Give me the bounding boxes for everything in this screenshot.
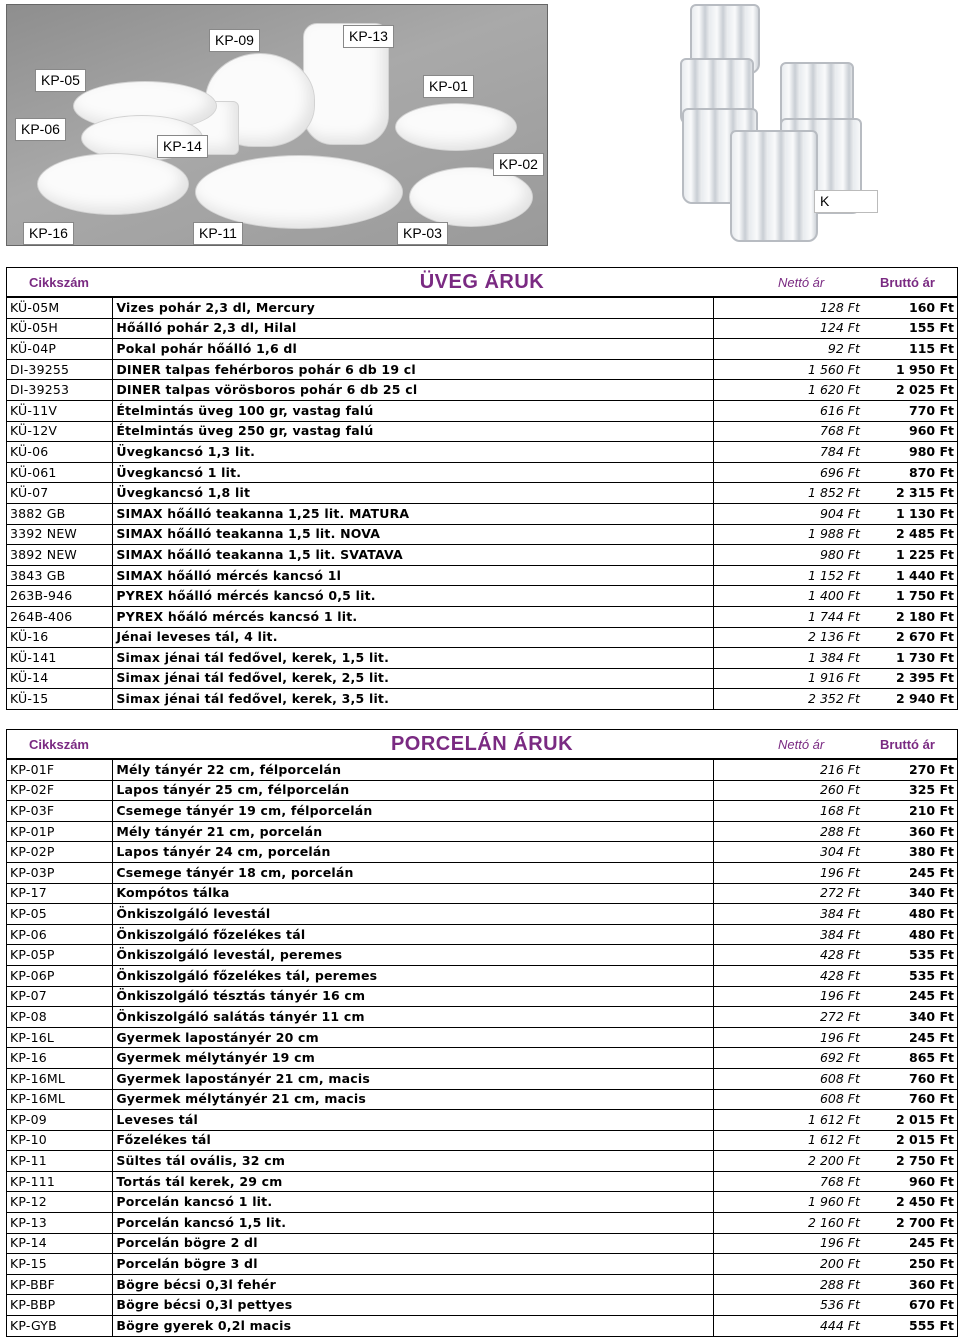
gross-price-cell: 870 Ft — [863, 462, 958, 483]
photo-label-kp11: KP-11 — [193, 222, 243, 245]
table-row — [7, 359, 958, 380]
product-name-cell: Gyermek mélytányér 19 cm — [113, 1048, 713, 1069]
item-code-cell: KP-12 — [7, 1192, 113, 1213]
product-name-cell: Gyermek mélytányér 21 cm, macis — [113, 1089, 713, 1110]
table-row — [7, 904, 958, 925]
item-code-cell: DI-39255 — [7, 359, 113, 380]
item-code-cell: KÜ-12V — [7, 421, 113, 442]
net-price-cell: 608 Ft — [713, 1068, 863, 1089]
table-row — [7, 586, 958, 607]
net-price-cell: 1 916 Ft — [713, 668, 863, 689]
gross-price-cell: 1 225 Ft — [863, 545, 958, 566]
product-name-cell: Porcelán kancsó 1 lit. — [113, 1192, 713, 1213]
gross-price-cell: 245 Ft — [863, 986, 958, 1007]
table-row — [7, 842, 958, 863]
net-price-cell: 444 Ft — [713, 1316, 863, 1337]
net-price-cell: 196 Ft — [713, 986, 863, 1007]
gross-price-cell: 2 450 Ft — [863, 1192, 958, 1213]
item-code-cell: KP-01P — [7, 821, 113, 842]
net-price-cell: 1 152 Ft — [713, 565, 863, 586]
net-price-cell: 1 612 Ft — [713, 1130, 863, 1151]
table-row — [7, 1007, 958, 1028]
gross-price-cell: 270 Ft — [863, 760, 958, 781]
product-name-cell: Önkiszolgáló főzelékes tál — [113, 924, 713, 945]
table-row — [7, 545, 958, 566]
dessert-plate-shape — [409, 167, 533, 227]
gross-price-cell: 1 750 Ft — [863, 586, 958, 607]
item-code-cell: DI-39253 — [7, 380, 113, 401]
net-price-cell: 196 Ft — [713, 1233, 863, 1254]
gross-price-cell: 960 Ft — [863, 421, 958, 442]
glass-section-header — [6, 267, 958, 297]
gross-price-cell: 760 Ft — [863, 1068, 958, 1089]
net-price-cell: 272 Ft — [713, 883, 863, 904]
table-row — [7, 801, 958, 822]
item-code-cell: KP-17 — [7, 883, 113, 904]
table-row — [7, 862, 958, 883]
table-row — [7, 606, 958, 627]
item-code-cell: KÜ-05H — [7, 318, 113, 339]
product-name-cell: Bögre bécsi 0,3l fehér — [113, 1274, 713, 1295]
net-price-cell: 1 960 Ft — [713, 1192, 863, 1213]
product-name-cell: Bögre gyerek 0,2l macis — [113, 1316, 713, 1337]
table-row — [7, 1151, 958, 1172]
net-price-cell: 2 200 Ft — [713, 1151, 863, 1172]
product-name-cell: Üvegkancsó 1 lit. — [113, 462, 713, 483]
photo-label-kp01: KP-01 — [423, 75, 474, 98]
product-name-cell: Csemege tányér 18 cm, porcelán — [113, 862, 713, 883]
table-row — [7, 689, 958, 710]
net-price-cell: 536 Ft — [713, 1295, 863, 1316]
net-price-cell: 696 Ft — [713, 462, 863, 483]
item-code-cell: KP-14 — [7, 1233, 113, 1254]
gross-price-cell: 245 Ft — [863, 1027, 958, 1048]
porcelain-section-title: PORCELÁN ÁRUK — [390, 733, 574, 755]
item-code-cell: KÜ-061 — [7, 462, 113, 483]
gross-price-cell: 535 Ft — [863, 965, 958, 986]
gross-price-cell: 2 180 Ft — [863, 606, 958, 627]
item-code-cell: KP-BBF — [7, 1274, 113, 1295]
net-price-cell: 1 560 Ft — [713, 359, 863, 380]
net-price-cell: 784 Ft — [713, 442, 863, 463]
item-code-cell: KÜ-16 — [7, 627, 113, 648]
product-name-cell: Önkiszolgáló főzelékes tál, peremes — [113, 965, 713, 986]
net-price-cell: 200 Ft — [713, 1254, 863, 1275]
item-code-cell: KP-05P — [7, 945, 113, 966]
net-price-cell: 904 Ft — [713, 503, 863, 524]
net-price-cell: 124 Ft — [713, 318, 863, 339]
small-plate-shape — [37, 153, 189, 215]
table-row — [7, 1295, 958, 1316]
item-code-cell: KP-07 — [7, 986, 113, 1007]
oval-platter-shape — [195, 155, 403, 229]
product-name-cell: Önkiszolgáló levestál, peremes — [113, 945, 713, 966]
gross-price-cell: 1 730 Ft — [863, 648, 958, 669]
item-code-cell: KP-03F — [7, 801, 113, 822]
net-price-cell: 428 Ft — [713, 965, 863, 986]
table-row — [7, 1089, 958, 1110]
table-row — [7, 1254, 958, 1275]
table-row — [7, 965, 958, 986]
gross-price-cell: 760 Ft — [863, 1089, 958, 1110]
gross-price-cell: 360 Ft — [863, 821, 958, 842]
net-price-cell: 2 136 Ft — [713, 627, 863, 648]
item-code-cell: KÜ-14 — [7, 668, 113, 689]
item-code-cell: KP-09 — [7, 1110, 113, 1131]
item-code-cell: KP-13 — [7, 1213, 113, 1234]
gross-price-cell: 155 Ft — [863, 318, 958, 339]
gross-price-cell: 980 Ft — [863, 442, 958, 463]
product-name-cell: Gyermek lapostányér 21 cm, macis — [113, 1068, 713, 1089]
photo-label-kp14: KP-14 — [157, 135, 208, 158]
gross-price-cell: 245 Ft — [863, 1233, 958, 1254]
item-code-cell: 3843 GB — [7, 565, 113, 586]
item-code-cell: KP-06P — [7, 965, 113, 986]
gross-price-cell: 555 Ft — [863, 1316, 958, 1337]
gross-price-cell: 2 015 Ft — [863, 1110, 958, 1131]
product-name-cell: Leveses tál — [113, 1110, 713, 1131]
product-name-cell: Simax jénai tál fedővel, kerek, 1,5 lit. — [113, 648, 713, 669]
net-price-cell: 128 Ft — [713, 298, 863, 319]
table-row — [7, 421, 958, 442]
product-name-cell: Hőálló pohár 2,3 dl, Hilal — [113, 318, 713, 339]
net-price-cell: 260 Ft — [713, 780, 863, 801]
table-row — [7, 1110, 958, 1131]
gross-price-cell: 2 485 Ft — [863, 524, 958, 545]
table-row — [7, 318, 958, 339]
porcelain-product-photo — [6, 4, 548, 246]
product-name-cell: Mély tányér 21 cm, porcelán — [113, 821, 713, 842]
table-row — [7, 442, 958, 463]
net-price-cell: 428 Ft — [713, 945, 863, 966]
product-name-cell: Önkiszolgáló levestál — [113, 904, 713, 925]
net-price-cell: 304 Ft — [713, 842, 863, 863]
item-code-cell: KÜ-15 — [7, 689, 113, 710]
item-code-cell: 264B-406 — [7, 606, 113, 627]
table-row — [7, 1316, 958, 1337]
item-code-cell: KP-02F — [7, 780, 113, 801]
glassware-product-photo — [668, 0, 960, 248]
net-price-cell: 272 Ft — [713, 1007, 863, 1028]
product-name-cell: Simax jénai tál fedővel, kerek, 3,5 lit. — [113, 689, 713, 710]
table-row — [7, 780, 958, 801]
product-name-cell: Tortás tál kerek, 29 cm — [113, 1171, 713, 1192]
header-gross-price: Bruttó ár — [880, 275, 935, 290]
net-price-cell: 1 852 Ft — [713, 483, 863, 504]
item-code-cell: KÜ-07 — [7, 483, 113, 504]
item-code-cell: 3892 NEW — [7, 545, 113, 566]
photo-label-kp02: KP-02 — [493, 153, 544, 176]
item-code-cell: KP-GYB — [7, 1316, 113, 1337]
product-name-cell: Bögre bécsi 0,3l pettyes — [113, 1295, 713, 1316]
table-row — [7, 1233, 958, 1254]
net-price-cell: 980 Ft — [713, 545, 863, 566]
net-price-cell: 768 Ft — [713, 1171, 863, 1192]
product-name-cell: Vizes pohár 2,3 dl, Mercury — [113, 298, 713, 319]
net-price-cell: 196 Ft — [713, 862, 863, 883]
gross-price-cell: 2 700 Ft — [863, 1213, 958, 1234]
net-price-cell: 608 Ft — [713, 1089, 863, 1110]
item-code-cell: KÜ-04P — [7, 339, 113, 360]
product-name-cell: Önkiszolgáló tésztás tányér 16 cm — [113, 986, 713, 1007]
product-name-cell: Főzelékes tál — [113, 1130, 713, 1151]
gross-price-cell: 2 395 Ft — [863, 668, 958, 689]
header-gross-price: Bruttó ár — [880, 737, 935, 752]
net-price-cell: 1 620 Ft — [713, 380, 863, 401]
item-code-cell: KP-11 — [7, 1151, 113, 1172]
item-code-cell: KP-03P — [7, 862, 113, 883]
product-name-cell: Üvegkancsó 1,8 lit — [113, 483, 713, 504]
table-row — [7, 627, 958, 648]
gross-price-cell: 535 Ft — [863, 945, 958, 966]
item-code-cell: KP-06 — [7, 924, 113, 945]
product-name-cell: Porcelán bögre 2 dl — [113, 1233, 713, 1254]
product-name-cell: SIMAX hőálló teakanna 1,5 lit. SVATAVA — [113, 545, 713, 566]
table-row — [7, 298, 958, 319]
net-price-cell: 92 Ft — [713, 339, 863, 360]
product-name-cell: Porcelán bögre 3 dl — [113, 1254, 713, 1275]
porcelain-price-table — [6, 759, 958, 1337]
gross-price-cell: 160 Ft — [863, 298, 958, 319]
product-name-cell: Sültes tál ovális, 32 cm — [113, 1151, 713, 1172]
net-price-cell: 1 612 Ft — [713, 1110, 863, 1131]
net-price-cell: 384 Ft — [713, 924, 863, 945]
product-name-cell: Mély tányér 22 cm, félporcelán — [113, 760, 713, 781]
net-price-cell: 1 384 Ft — [713, 648, 863, 669]
table-row — [7, 986, 958, 1007]
net-price-cell: 2 160 Ft — [713, 1213, 863, 1234]
photo-label-kp06: KP-06 — [15, 118, 66, 141]
product-name-cell: DINER talpas fehérboros pohár 6 db 19 cl — [113, 359, 713, 380]
gross-price-cell: 1 440 Ft — [863, 565, 958, 586]
product-name-cell: SIMAX hőálló teakanna 1,5 lit. NOVA — [113, 524, 713, 545]
gross-price-cell: 2 670 Ft — [863, 627, 958, 648]
product-name-cell: SIMAX hőálló teakanna 1,25 lit. MATURA — [113, 503, 713, 524]
gross-price-cell: 2 315 Ft — [863, 483, 958, 504]
gross-price-cell: 770 Ft — [863, 400, 958, 421]
table-row — [7, 668, 958, 689]
product-name-cell: Jénai leveses tál, 4 lit. — [113, 627, 713, 648]
gross-price-cell: 960 Ft — [863, 1171, 958, 1192]
item-code-cell: 3392 NEW — [7, 524, 113, 545]
product-name-cell: Gyermek lapostányér 20 cm — [113, 1027, 713, 1048]
net-price-cell: 2 352 Ft — [713, 689, 863, 710]
gross-price-cell: 250 Ft — [863, 1254, 958, 1275]
product-name-cell: Porcelán kancsó 1,5 lit. — [113, 1213, 713, 1234]
gross-price-cell: 2 940 Ft — [863, 689, 958, 710]
item-code-cell: KP-15 — [7, 1254, 113, 1275]
header-item-code: Cikkszám — [29, 737, 89, 752]
gross-price-cell: 2 015 Ft — [863, 1130, 958, 1151]
table-row — [7, 462, 958, 483]
item-code-cell: 3882 GB — [7, 503, 113, 524]
item-code-cell: KÜ-06 — [7, 442, 113, 463]
gross-price-cell: 2 025 Ft — [863, 380, 958, 401]
glass-products-section — [6, 267, 958, 710]
gross-price-cell: 865 Ft — [863, 1048, 958, 1069]
product-name-cell: Ételmintás üveg 250 gr, vastag falú — [113, 421, 713, 442]
item-code-cell: KP-05 — [7, 904, 113, 925]
gross-price-cell: 245 Ft — [863, 862, 958, 883]
table-row — [7, 483, 958, 504]
net-price-cell: 384 Ft — [713, 904, 863, 925]
product-name-cell: Csemege tányér 19 cm, félporcelán — [113, 801, 713, 822]
product-name-cell: PYREX hőálló mércés kancsó 0,5 lit. — [113, 586, 713, 607]
gross-price-cell: 360 Ft — [863, 1274, 958, 1295]
item-code-cell: KP-16ML — [7, 1089, 113, 1110]
item-code-cell: KÜ-05M — [7, 298, 113, 319]
gross-price-cell: 480 Ft — [863, 924, 958, 945]
gross-price-cell: 1 950 Ft — [863, 359, 958, 380]
product-name-cell: PYREX hőáló mércés kancsó 1 lit. — [113, 606, 713, 627]
product-name-cell: Ételmintás üveg 100 gr, vastag falú — [113, 400, 713, 421]
glass-section-title: ÜVEG ÁRUK — [419, 271, 545, 293]
product-name-cell: Önkiszolgáló salátás tányér 11 cm — [113, 1007, 713, 1028]
gross-price-cell: 340 Ft — [863, 883, 958, 904]
net-price-cell: 1 400 Ft — [713, 586, 863, 607]
item-code-cell: KP-08 — [7, 1007, 113, 1028]
net-price-cell: 168 Ft — [713, 801, 863, 822]
product-name-cell: Lapos tányér 24 cm, porcelán — [113, 842, 713, 863]
table-row — [7, 1192, 958, 1213]
item-code-cell: KÜ-11V — [7, 400, 113, 421]
table-row — [7, 1171, 958, 1192]
table-row — [7, 524, 958, 545]
table-row — [7, 565, 958, 586]
product-name-cell: Pokal pohár hőálló 1,6 dl — [113, 339, 713, 360]
table-row — [7, 648, 958, 669]
photo-label-kp05: KP-05 — [35, 69, 86, 92]
photo-label-kp16: KP-16 — [23, 222, 74, 245]
net-price-cell: 196 Ft — [713, 1027, 863, 1048]
table-row — [7, 1213, 958, 1234]
net-price-cell: 288 Ft — [713, 1274, 863, 1295]
gross-price-cell: 2 750 Ft — [863, 1151, 958, 1172]
table-row — [7, 945, 958, 966]
glass-shape — [730, 130, 818, 242]
product-name-cell: Üvegkancsó 1,3 lit. — [113, 442, 713, 463]
porcelain-section-header — [6, 729, 958, 759]
photo-label-kp03: KP-03 — [397, 222, 448, 245]
table-row — [7, 1068, 958, 1089]
photo-label-kp13: KP-13 — [343, 25, 394, 48]
table-row — [7, 821, 958, 842]
gross-price-cell: 325 Ft — [863, 780, 958, 801]
table-row — [7, 380, 958, 401]
net-price-cell: 692 Ft — [713, 1048, 863, 1069]
product-name-cell: Simax jénai tál fedővel, kerek, 2,5 lit. — [113, 668, 713, 689]
net-price-cell: 216 Ft — [713, 760, 863, 781]
item-code-cell: KÜ-141 — [7, 648, 113, 669]
table-row — [7, 1048, 958, 1069]
header-net-price: Nettó ár — [778, 737, 825, 752]
table-row — [7, 883, 958, 904]
porcelain-products-section — [6, 729, 958, 1337]
item-code-cell: KP-02P — [7, 842, 113, 863]
header-item-code: Cikkszám — [29, 275, 89, 290]
item-code-cell: KP-16ML — [7, 1068, 113, 1089]
photo-label-k: K — [814, 190, 878, 213]
net-price-cell: 288 Ft — [713, 821, 863, 842]
item-code-cell: 263B-946 — [7, 586, 113, 607]
table-row — [7, 400, 958, 421]
product-name-cell: SIMAX hőálló mércés kancsó 1l — [113, 565, 713, 586]
net-price-cell: 1 744 Ft — [713, 606, 863, 627]
glass-price-table — [6, 297, 958, 710]
table-row — [7, 924, 958, 945]
net-price-cell: 1 988 Ft — [713, 524, 863, 545]
gross-price-cell: 115 Ft — [863, 339, 958, 360]
item-code-cell: KP-BBP — [7, 1295, 113, 1316]
flat-plate-shape — [395, 103, 517, 151]
product-name-cell: DINER talpas vörösboros pohár 6 db 25 cl — [113, 380, 713, 401]
item-code-cell: KP-10 — [7, 1130, 113, 1151]
gross-price-cell: 1 130 Ft — [863, 503, 958, 524]
photo-label-kp09: KP-09 — [209, 29, 260, 52]
table-row — [7, 1027, 958, 1048]
gross-price-cell: 340 Ft — [863, 1007, 958, 1028]
item-code-cell: KP-01F — [7, 760, 113, 781]
gross-price-cell: 380 Ft — [863, 842, 958, 863]
gross-price-cell: 670 Ft — [863, 1295, 958, 1316]
table-row — [7, 760, 958, 781]
item-code-cell: KP-16L — [7, 1027, 113, 1048]
product-name-cell: Lapos tányér 25 cm, félporcelán — [113, 780, 713, 801]
table-row — [7, 1130, 958, 1151]
net-price-cell: 768 Ft — [713, 421, 863, 442]
item-code-cell: KP-16 — [7, 1048, 113, 1069]
gross-price-cell: 210 Ft — [863, 801, 958, 822]
header-net-price: Nettó ár — [778, 275, 825, 290]
item-code-cell: KP-111 — [7, 1171, 113, 1192]
table-row — [7, 1274, 958, 1295]
table-row — [7, 339, 958, 360]
gross-price-cell: 480 Ft — [863, 904, 958, 925]
table-row — [7, 503, 958, 524]
net-price-cell: 616 Ft — [713, 400, 863, 421]
product-name-cell: Kompótos tálka — [113, 883, 713, 904]
